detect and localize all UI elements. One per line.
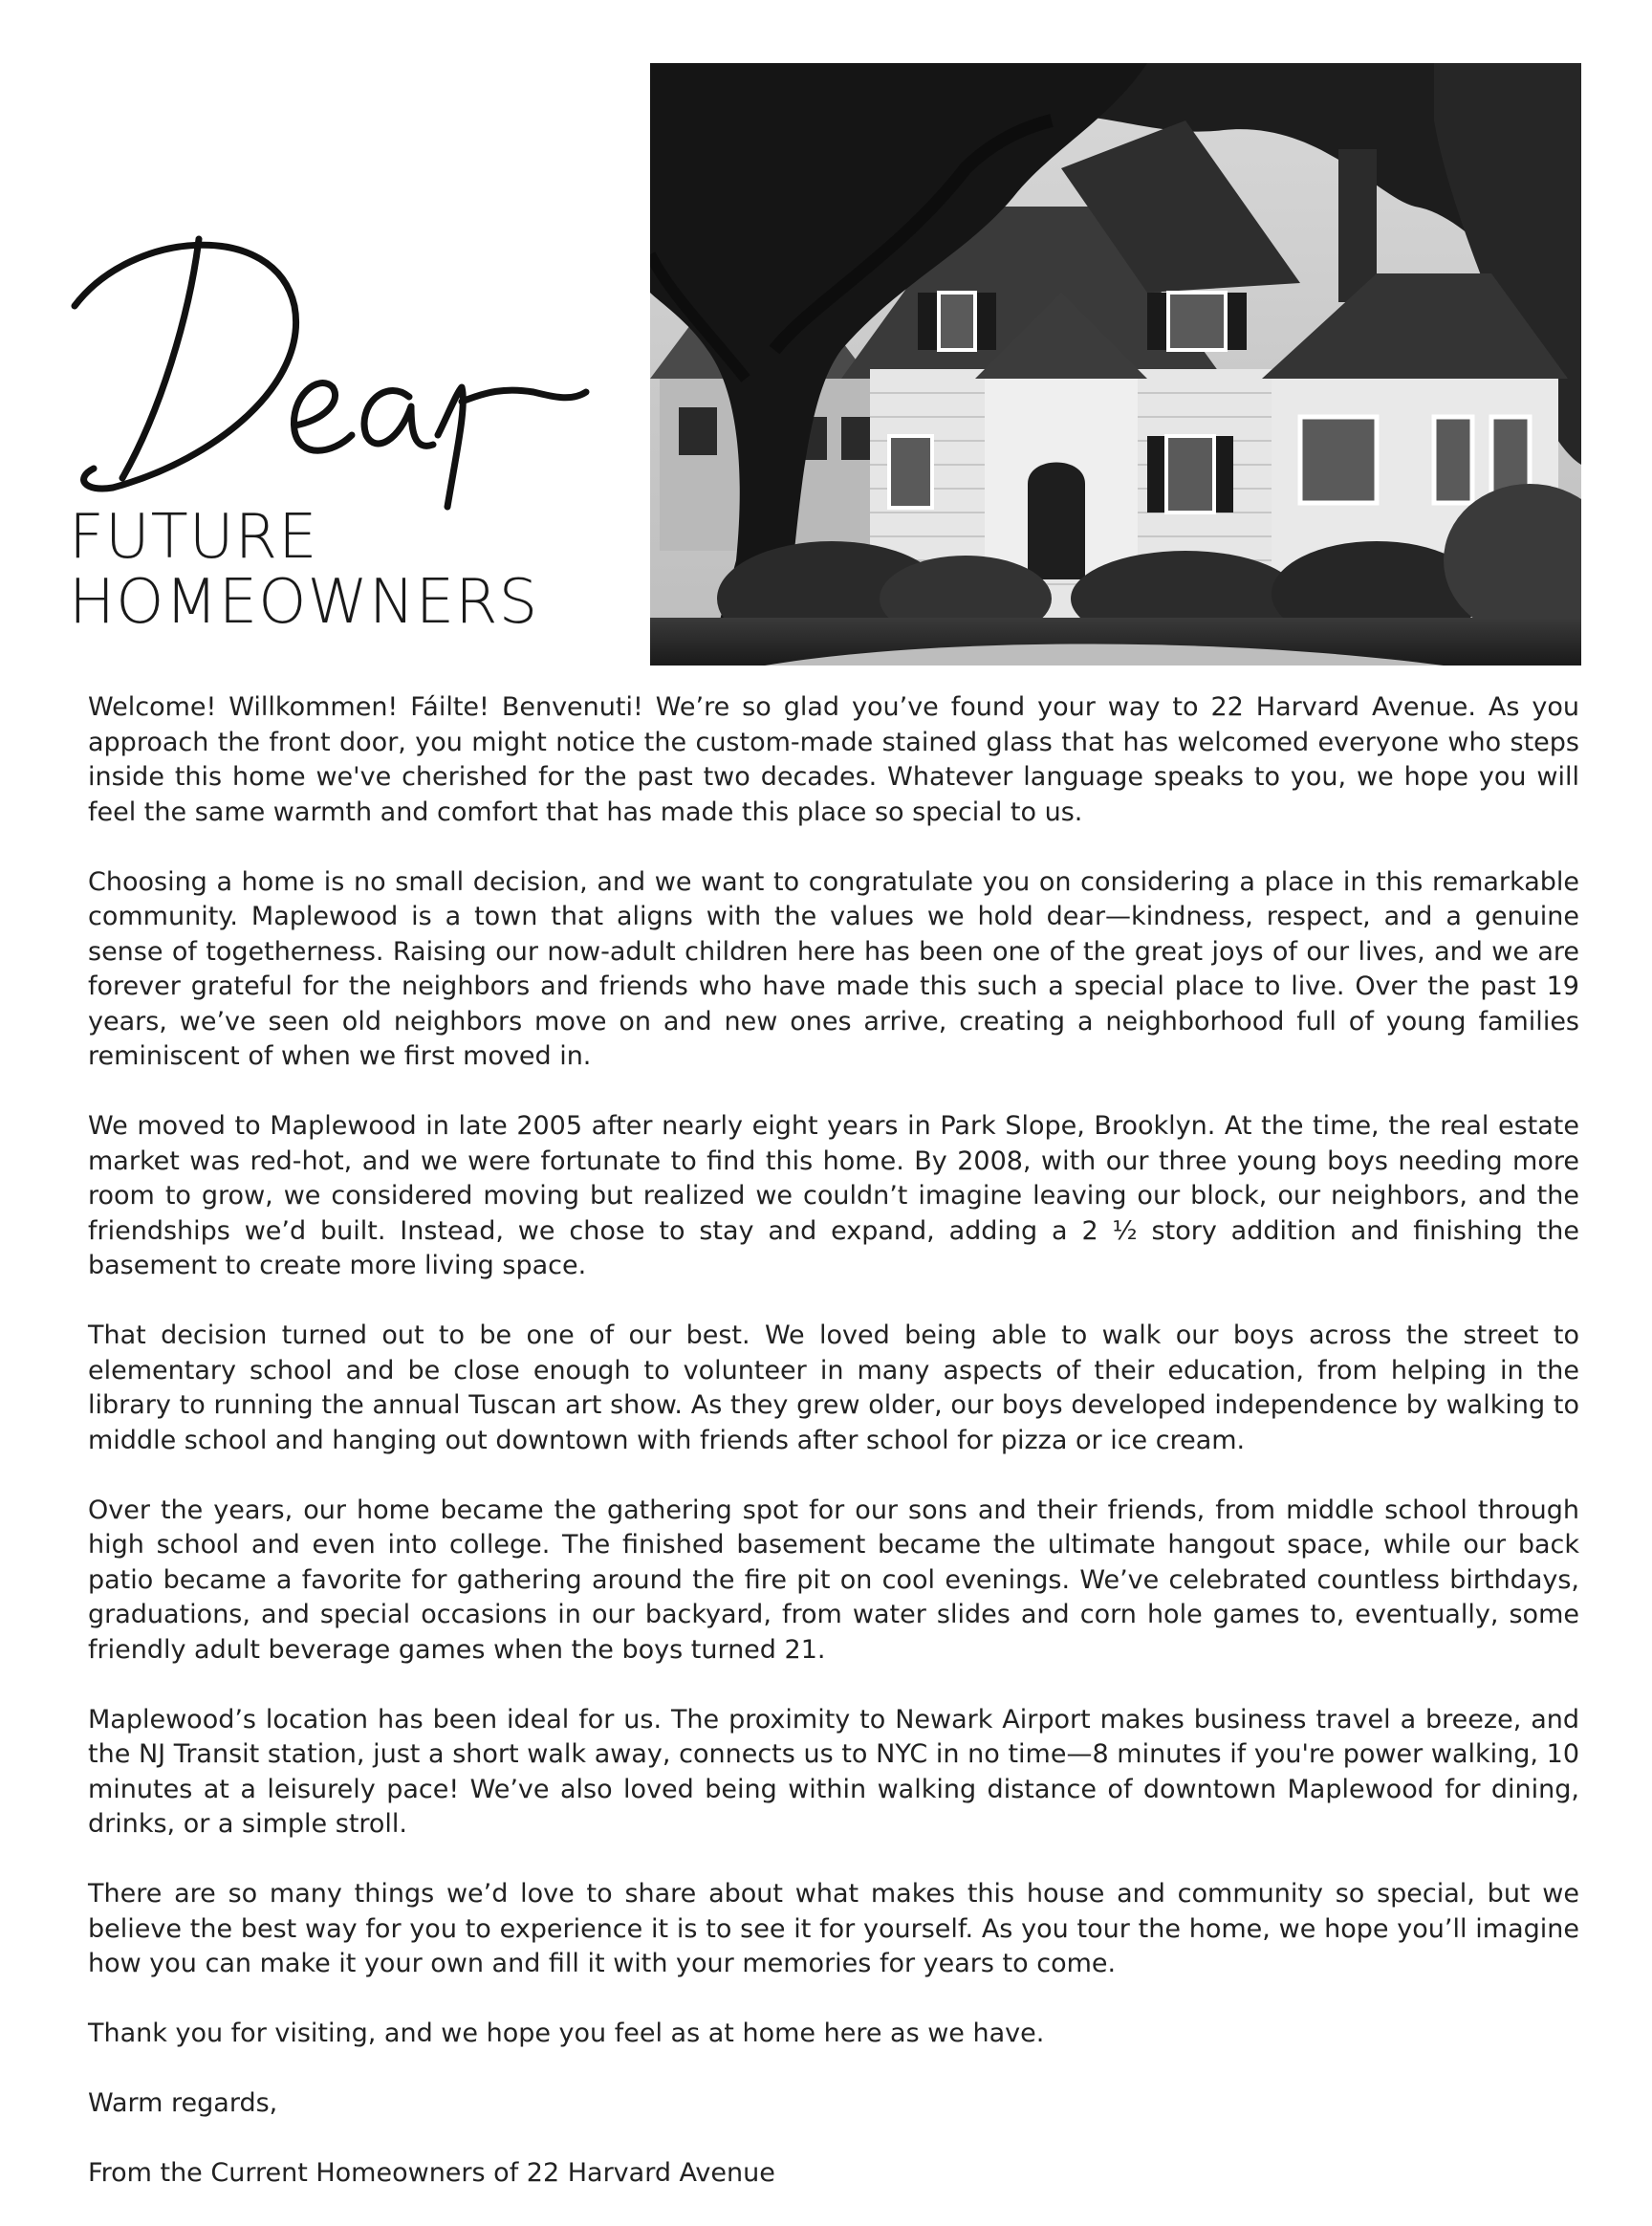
page-title [69, 502, 539, 638]
dear-script-icon [55, 201, 591, 516]
letter-closing: Warm regards, [88, 2088, 278, 2118]
letter-signature: From the Current Homeowners of 22 Harvard Avenue [88, 2158, 775, 2188]
letter-thanks: Thank you for visiting, and we hope you feel as at home here as we have. [88, 2019, 1045, 2048]
letter-paragraph-3: We moved to Maplewood in late 2005 after nearly eight years in Park Slope, Brooklyn. At the time, the real estate market was red-hot, and we were fortunate to find this home. By 2008, with our three young boys needing more room to grow, we considered moving but realized we couldn’t imagine leaving our block, our neighbors, and the friendships we’d built. Instead, we chose to stay and expand, adding a 2 ½ story addition and finishing the basement to create more living space. [88, 1111, 1579, 1280]
title-line-1: FUTURE [69, 502, 318, 573]
letter-paragraph-7: There are so many things we’d love to share about what makes this house and community so special, but we believe the best way for you to experience it is to see it for yourself. As you tour the home, we hope you’ll imagine how you can make it your own and fill it with your memories for years to come. [88, 1879, 1579, 1978]
title-line-2: HOMEOWNERS [69, 567, 539, 638]
letter-paragraph-5: Over the years, our home became the gathering spot for our sons and their friends, from middle school through high school and even into college. The finished basement became the ultimate hangout space, while our back patio became a favorite for gathering around the fire pit on cool evenings. We’ve celebrated countless birthdays, graduations, and special occasions in our backyard, from water slides and corn hole games to, eventually, some friendly adult beverage games when the boys turned 21. [88, 1495, 1579, 1665]
house-photo-icon [650, 63, 1581, 666]
house-photo [650, 63, 1581, 666]
letter-body [88, 690, 1579, 2226]
dear-script-heading [55, 201, 591, 516]
letter-paragraph-2: Choosing a home is no small decision, and we want to congratulate you on considering a place in this remarkable community. Maplewood is a town that aligns with the values we hold dear—kindness, respect, and a genuine sense of togetherness. Raising our now-adult children here has been one of the great joys of our lives, and we are forever grateful for the neighbors and friends who have made this such a special place to live. Over the past 19 years, we’ve seen old neighbors move on and new ones arrive, creating a neighborhood full of young families reminiscent of when we first moved in. [88, 866, 1579, 1071]
letter-paragraph-4: That decision turned out to be one of our best. We loved being able to walk our boys across the street to elementary school and be close enough to volunteer in many aspects of their education, from helping in the library to running the annual Tuscan art show. As they grew older, our boys developed independence by walking to middle school and hanging out downtown with friends after school for pizza or ice cream. [88, 1320, 1579, 1455]
letter-paragraph-6: Maplewood’s location has been ideal for us. The proximity to Newark Airport makes business travel a breeze, and the NJ Transit station, just a short walk away, connects us to NYC in no time—8 minutes if you're power walking, 10 minutes at a leisurely pace! We’ve also loved being within walking distance of downtown Maplewood for dining, drinks, or a simple stroll. [88, 1704, 1579, 1839]
svg-text:Dear: Dear [55, 201, 57, 202]
letter-paragraph-1: Welcome! Willkommen! Fáilte! Benvenuti! We’re so glad you’ve found your way to 22 Harvard Avenue. As you approach the front door, you might notice the custom-made stained glass that has welcomed everyone who steps inside this home we've cherished for the past two decades. Whatever language speaks to you, we hope you will feel the same warmth and comfort that has made this place so special to us. [88, 692, 1579, 827]
